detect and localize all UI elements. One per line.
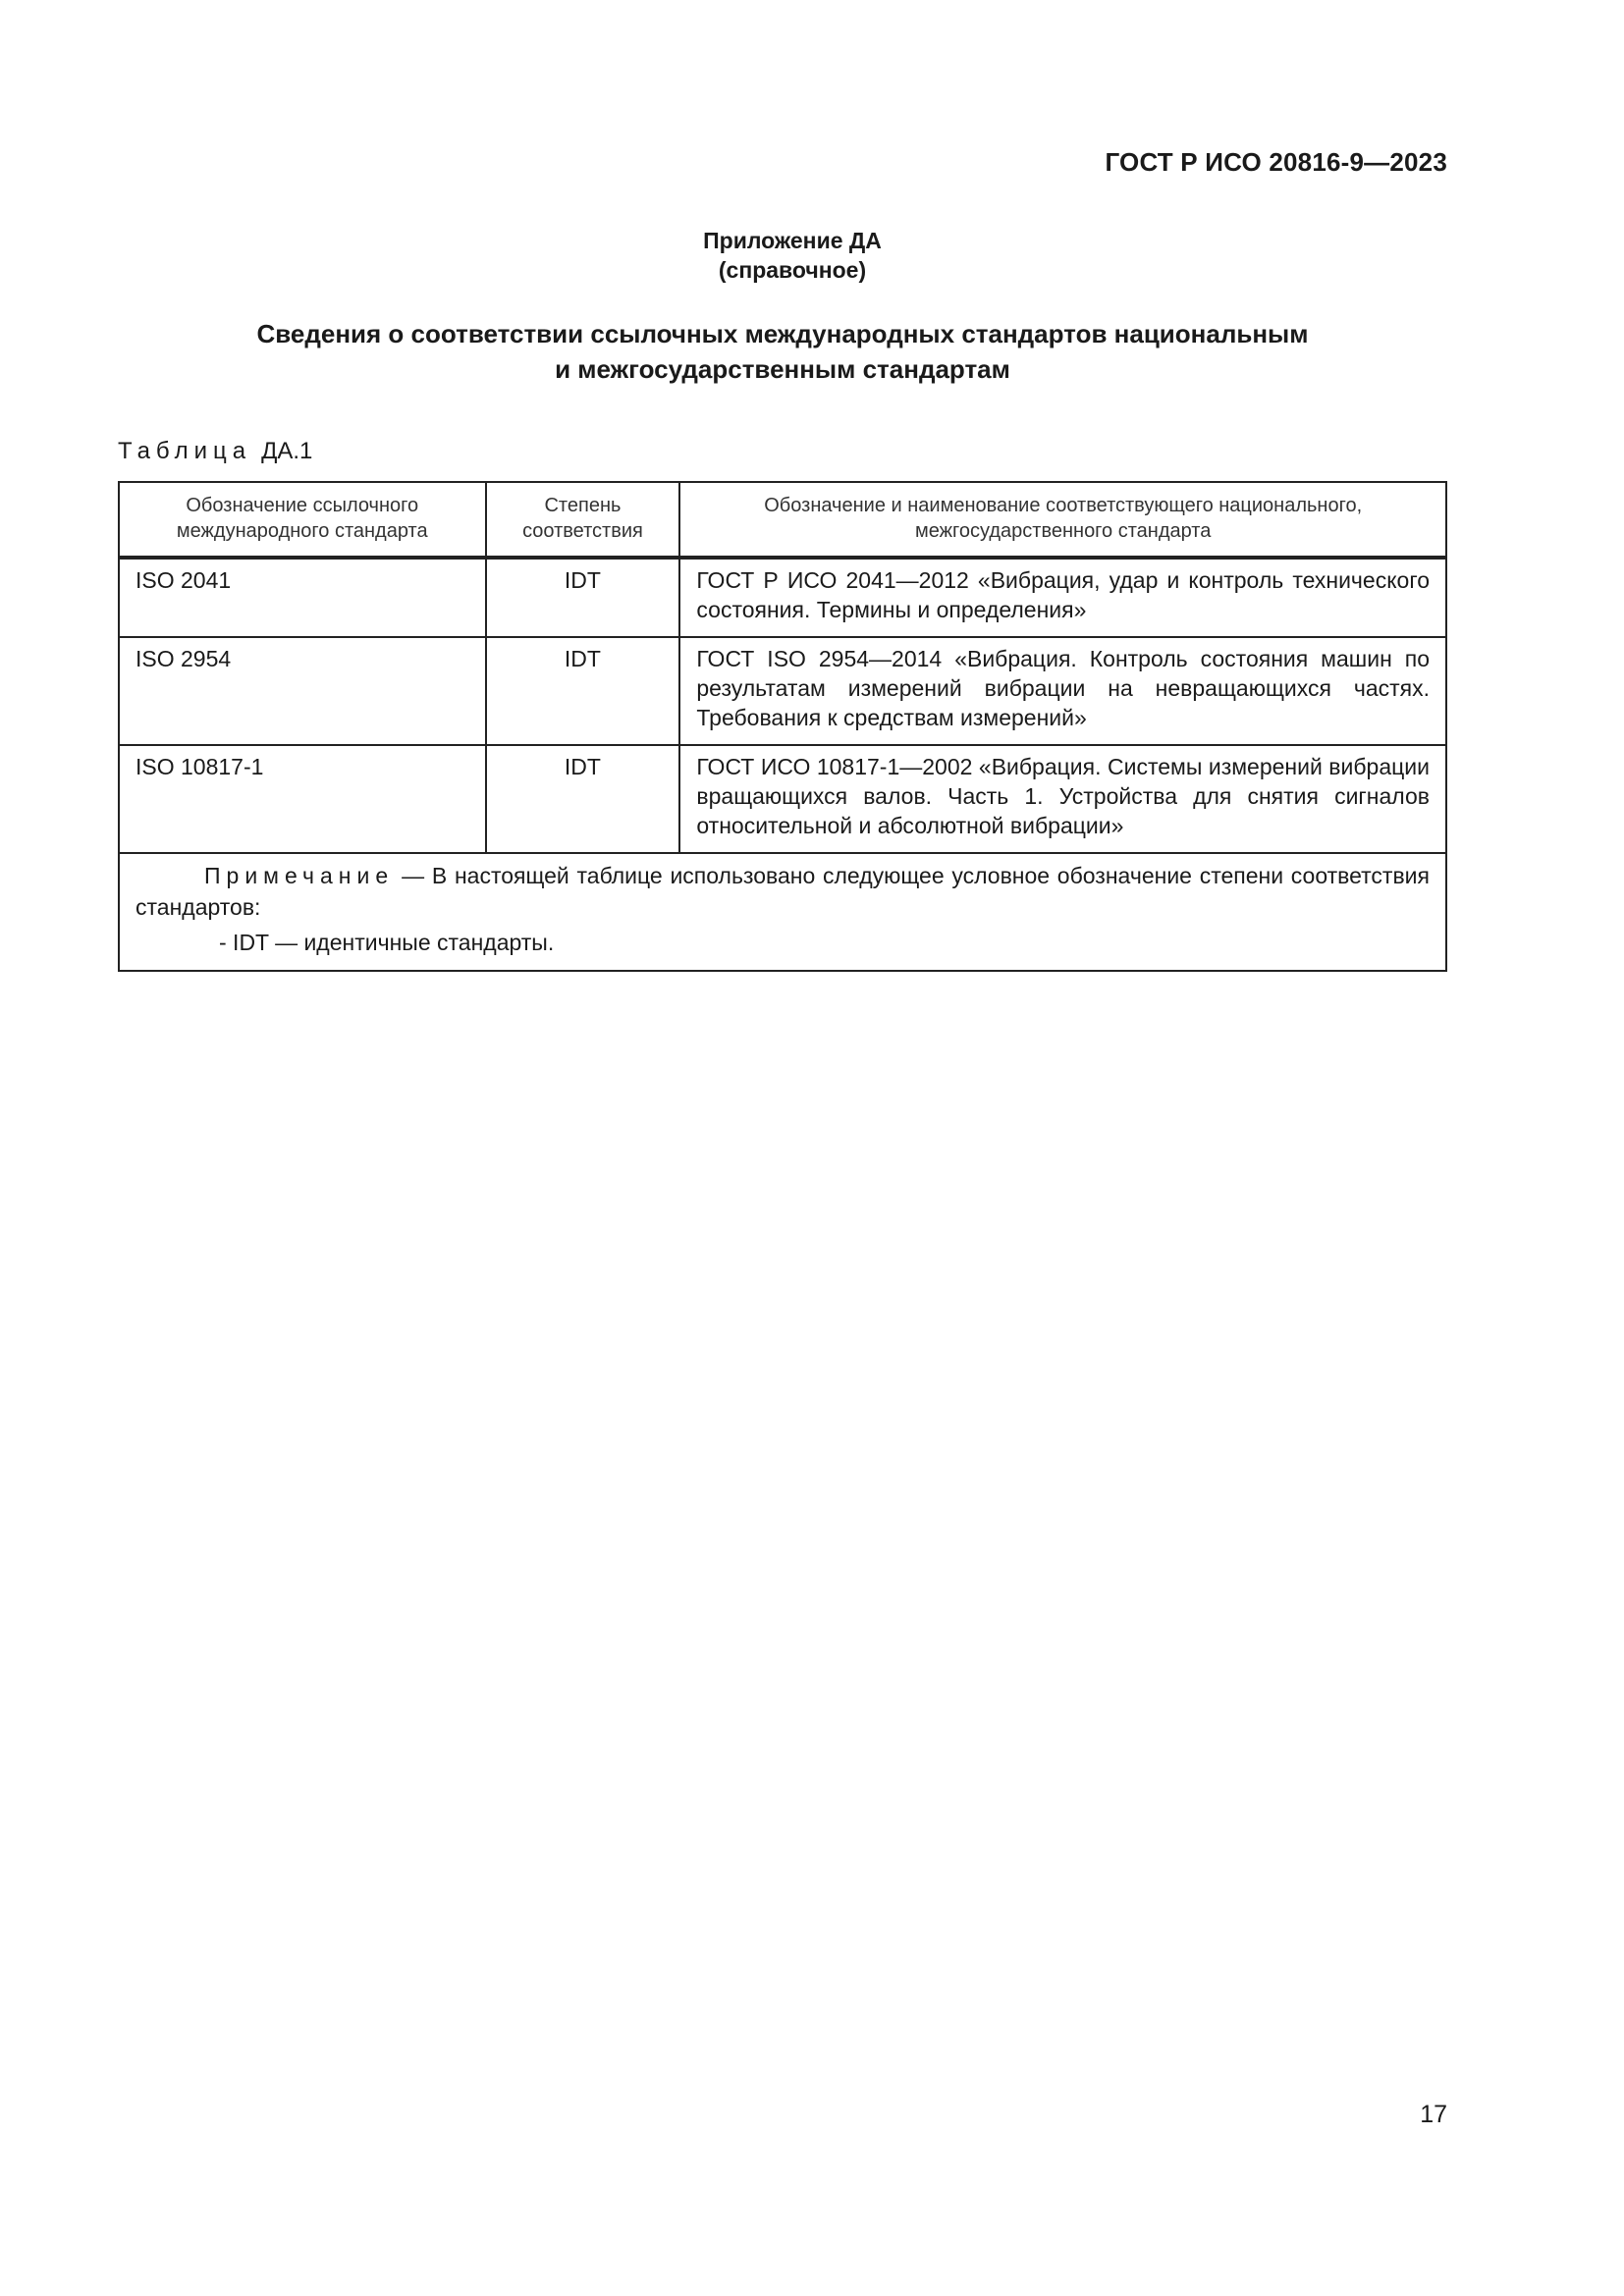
table-label-number: ДА.1 xyxy=(261,438,313,464)
page-number: 17 xyxy=(1420,2101,1447,2128)
cell-national-standard: ГОСТ ИСО 10817-1—2002 «Вибрация. Системы измерений вибрации вращающихся валов. Часть 1. Устройства для снятия сигналов относительной и абсолютной вибрации» xyxy=(679,745,1446,853)
table-label-word: Таблица xyxy=(118,438,252,464)
appendix-title: Приложение ДА xyxy=(703,228,882,253)
header-degree-of-correspondence: Степень соответствия xyxy=(486,482,680,558)
note-text: — В настоящей таблице использовано следующее условное обозначение степени соответствия стандартов: xyxy=(135,863,1430,920)
cell-international-standard: ISO 2954 xyxy=(119,637,486,745)
note-list-item: - IDT — идентичные стандарты. xyxy=(219,930,555,955)
table-row xyxy=(119,558,1446,637)
cell-degree: IDT xyxy=(486,745,680,853)
section-title-line-1: Сведения о соответствии ссылочных международных стандартов национальным xyxy=(256,319,1309,348)
appendix-subtitle: (справочное) xyxy=(718,257,867,283)
section-title-line-2: и межгосударственным стандартам xyxy=(555,354,1010,384)
correspondence-table xyxy=(118,481,1447,972)
cell-international-standard: ISO 2041 xyxy=(119,558,486,637)
note-paragraph xyxy=(135,860,1430,923)
table-header-row xyxy=(119,482,1446,558)
cell-national-standard: ГОСТ ISO 2954—2014 «Вибрация. Контроль состояния машин по результатам измерений вибрации на невращающихся частях. Требования к средствам измерений» xyxy=(679,637,1446,745)
cell-degree: IDT xyxy=(486,558,680,637)
header-national-standard: Обозначение и наименование соответствующего национального, межгосударственного стандарта xyxy=(679,482,1446,558)
table-row xyxy=(119,745,1446,853)
table-note-row xyxy=(119,853,1446,971)
document-code: ГОСТ Р ИСО 20816-9—2023 xyxy=(1105,147,1447,177)
cell-degree: IDT xyxy=(486,637,680,745)
header-international-standard: Обозначение ссылочного международного стандарта xyxy=(119,482,486,558)
cell-national-standard: ГОСТ Р ИСО 2041—2012 «Вибрация, удар и контроль технического состояния. Термины и определения» xyxy=(679,558,1446,637)
section-title xyxy=(118,316,1447,387)
table-label xyxy=(118,438,312,465)
table-row xyxy=(119,637,1446,745)
table-note xyxy=(119,853,1446,971)
appendix-heading xyxy=(0,226,1624,285)
note-label: Примечание xyxy=(204,863,395,888)
cell-international-standard: ISO 10817-1 xyxy=(119,745,486,853)
